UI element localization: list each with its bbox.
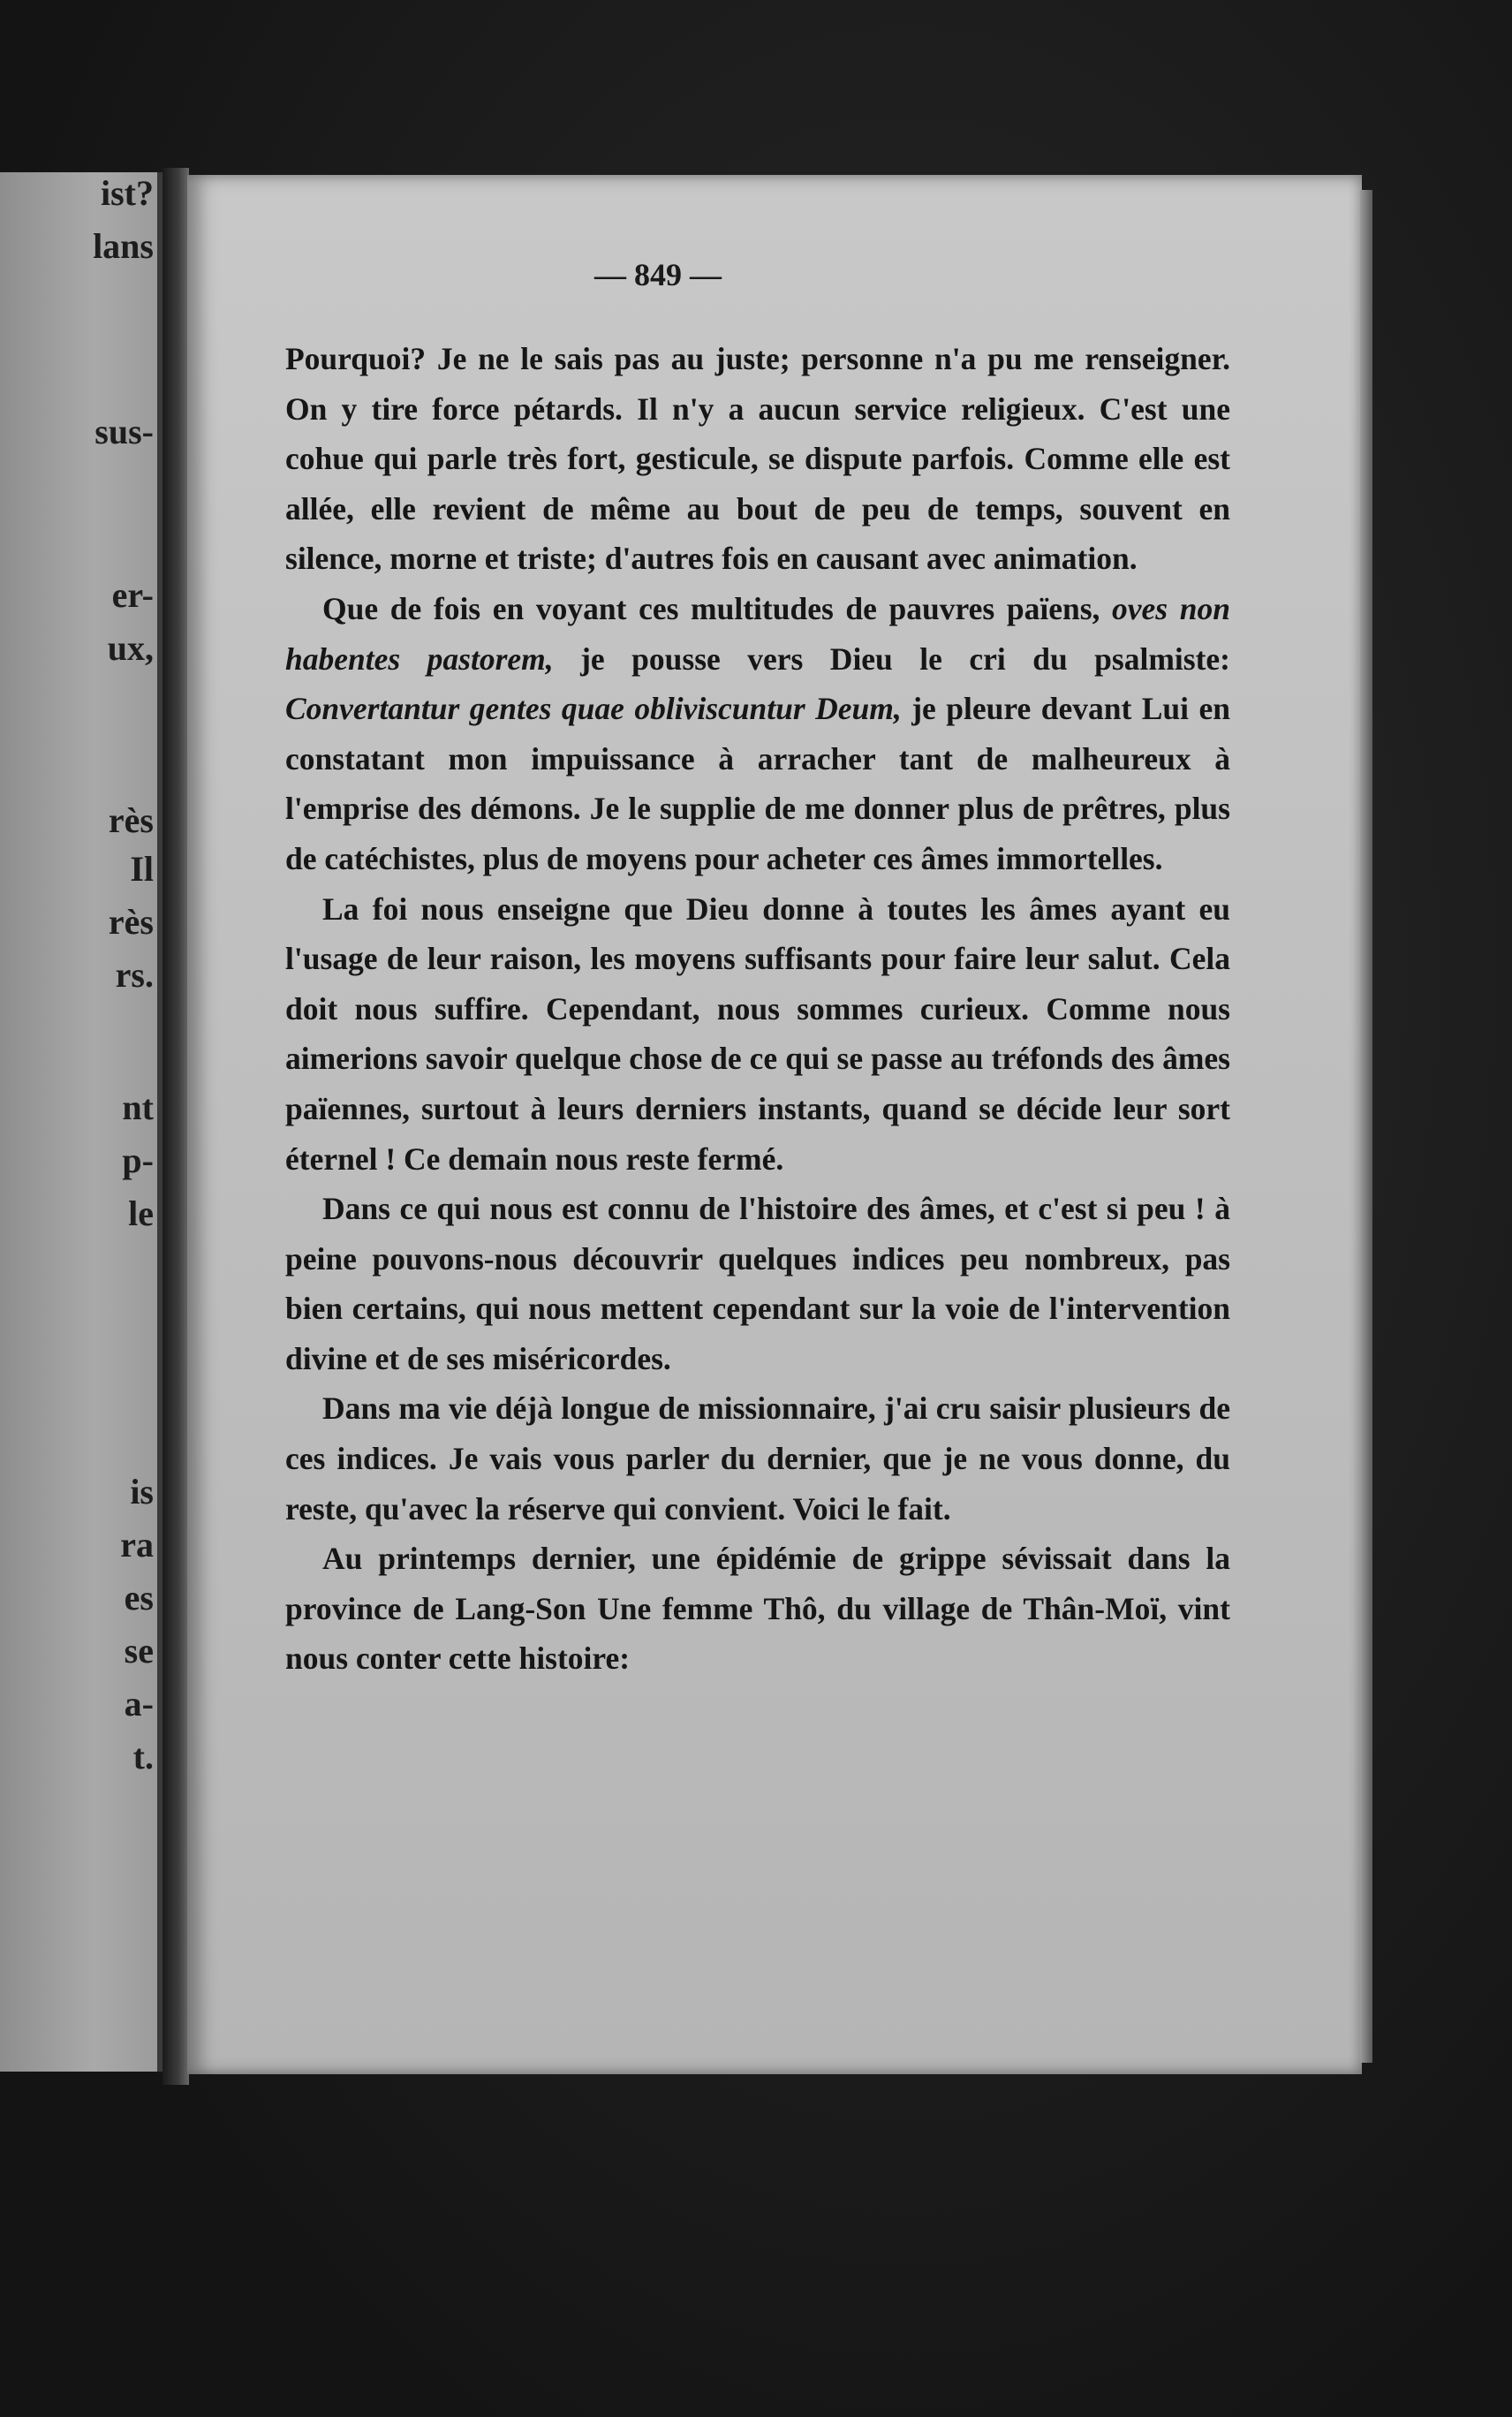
- page-number: — 849 —: [594, 257, 722, 292]
- book-gutter: [163, 168, 189, 2085]
- paragraph: [285, 1534, 1230, 1684]
- page-edge: [1360, 190, 1372, 2063]
- paragraph: [285, 1383, 1230, 1534]
- left-page-text-fragment: rs.: [115, 955, 154, 995]
- text-run: Pourquoi? Je ne le sais pas au juste; personne n'a pu me renseigner. On y tire force pétards. Il n'y a aucun service religieux. C'est une cohue qui parle très fort, gesticule, se dispute parfois. Comme elle est allée, elle revient de même au bout de peu de temps, souvent en silence, morne et triste; d'autres fois en causant avec animation.: [285, 341, 1230, 577]
- left-page-text-fragment: es: [124, 1578, 154, 1618]
- left-page-text-fragment: ux,: [107, 628, 154, 668]
- left-page-text-fragment: p-: [122, 1140, 154, 1180]
- text-run: La foi nous enseigne que Dieu donne à toutes les âmes ayant eu l'usage de leur raison, les moyens suffisants pour faire leur salut. Cela doit nous suffire. Cependant, nous sommes curieux. Comme nous aimerions savoir quelque chose de ce qui se passe au tréfonds des âmes païennes, surtout à leurs derniers instants, quand se décide leur sort éternel ! Ce demain nous reste fermé.: [285, 890, 1230, 1177]
- left-page-text-fragment: rès: [108, 800, 154, 840]
- left-page-text-fragment: nt: [122, 1087, 154, 1127]
- latin-quote: Convertantur gentes quae obliviscuntur Deum,: [285, 691, 902, 727]
- paragraph: [285, 1184, 1230, 1383]
- left-page-text-fragment: le: [128, 1193, 154, 1233]
- paragraph: [285, 884, 1230, 1185]
- left-page-text-fragment: Il: [130, 849, 154, 889]
- text-run: Au printemps dernier, une épidémie de grippe sévissait dans la province de Lang-Son Une femme Thô, du village de Thân-Moï, vint nous conter cette histoire:: [285, 1541, 1230, 1677]
- left-page-text-fragment: lans: [93, 226, 154, 266]
- left-page-fragment: [0, 172, 163, 2072]
- left-page-text-fragment: er-: [111, 575, 154, 615]
- left-page-text-fragment: sus-: [94, 412, 154, 451]
- left-page-text-fragment: se: [124, 1631, 154, 1671]
- left-page-text-fragment: is: [130, 1472, 154, 1512]
- text-run: Dans ma vie déjà longue de missionnaire, j'ai cru saisir plusieurs de ces indices. Je vais vous parler du dernier, que je ne vous donne, du reste, qu'avec la réserve qui convient. Voici le fait.: [285, 1390, 1230, 1527]
- text-run: Dans ce qui nous est connu de l'histoire des âmes, et c'est si peu ! à peine pouvons-nous découvrir quelques indices peu nombreux, pas bien certains, qui nous mettent cependant sur la voie de l'intervention divine et de ses miséricordes.: [285, 1191, 1230, 1376]
- left-page-text-fragment: a-: [124, 1684, 154, 1724]
- left-page-text-fragment: ra: [120, 1525, 154, 1565]
- paragraph: [285, 584, 1230, 884]
- left-page-text-fragment: ist?: [101, 173, 154, 213]
- text-run: je pousse vers Dieu le cri du psalmiste:: [553, 640, 1230, 677]
- text-run: Que de fois en voyant ces multitudes de pauvres païens,: [322, 590, 1113, 626]
- left-page-text-fragment: rès: [108, 902, 154, 942]
- paragraph: [285, 334, 1230, 584]
- body-text: [285, 334, 1230, 1684]
- left-page-text-fragment: t.: [132, 1737, 154, 1777]
- latin-quote: oves non habentes pastorem,: [285, 590, 1230, 677]
- text-run: je pleure devant Lui en constatant mon impuissance à arracher tant de malheureux à l'emprise des démons. Je le supplie de me donner plus de prêtres, plus de catéchistes, plus de moyens pour acheter ces âmes immortelles.: [285, 691, 1230, 876]
